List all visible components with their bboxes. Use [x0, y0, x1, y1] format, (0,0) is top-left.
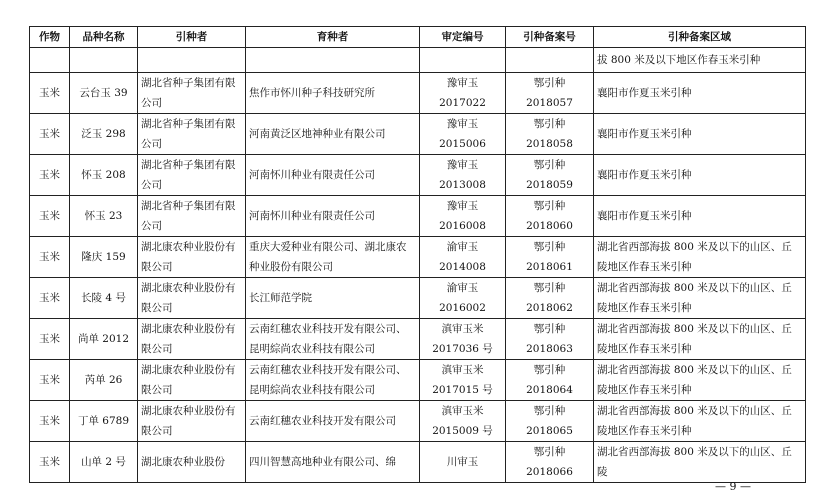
- table-row: [30, 278, 806, 319]
- introducer-cell: 湖北省种子集团有限公司: [138, 155, 246, 196]
- approval-cell: 滇审玉米 2017015 号: [420, 360, 506, 401]
- approval-cell: 豫审玉 2013008: [420, 155, 506, 196]
- approval-cell: 豫审玉 2016008: [420, 196, 506, 237]
- empty-cell: [138, 48, 246, 73]
- empty-cell: [30, 48, 70, 73]
- table-row: [30, 360, 806, 401]
- breeder-cell: 长江师范学院: [246, 278, 420, 319]
- table-row: [30, 114, 806, 155]
- region-cell: 湖北省西部海拔 800 米及以下的山区、丘陵地区作春玉米引种: [594, 401, 806, 442]
- header-variety: 品种名称: [70, 27, 138, 48]
- crop-cell: 玉米: [30, 114, 70, 155]
- table-row: [30, 155, 806, 196]
- record-cell: 鄂引种 2018066: [506, 442, 594, 483]
- record-cell: 鄂引种 2018064: [506, 360, 594, 401]
- header-record-region: 引种备案区域: [594, 27, 806, 48]
- breeder-cell: 云南红穗农业科技开发有限公司、昆明綜尚农业科技有限公司: [246, 319, 420, 360]
- crop-cell: 玉米: [30, 237, 70, 278]
- table-row: [30, 196, 806, 237]
- variety-cell: 隆庆 159: [70, 237, 138, 278]
- region-cell: 湖北省西部海拔 800 米及以下的山区、丘陵地区作春玉米引种: [594, 237, 806, 278]
- header-record-number: 引种备案号: [506, 27, 594, 48]
- variety-registration-table: [29, 26, 806, 483]
- crop-cell: 玉米: [30, 319, 70, 360]
- approval-cell: 渝审玉 2016002: [420, 278, 506, 319]
- header-breeder: 育种者: [246, 27, 420, 48]
- header-approval-number: 审定编号: [420, 27, 506, 48]
- introducer-cell: 湖北康农种业股份有限公司: [138, 237, 246, 278]
- region-cell: 襄阳市作夏玉米引种: [594, 114, 806, 155]
- introducer-cell: 湖北康农种业股份有限公司: [138, 319, 246, 360]
- approval-cell: 豫审玉 2015006: [420, 114, 506, 155]
- table-row: [30, 237, 806, 278]
- approval-cell: 滇审玉米 2017036 号: [420, 319, 506, 360]
- introducer-cell: 湖北康农种业股份: [138, 442, 246, 483]
- record-cell: 鄂引种 2018057: [506, 73, 594, 114]
- breeder-cell: 河南怀川种业有限责任公司: [246, 196, 420, 237]
- crop-cell: 玉米: [30, 155, 70, 196]
- breeder-cell: 重庆大爱种业有限公司、湖北康农种业股份有限公司: [246, 237, 420, 278]
- table-row: [30, 319, 806, 360]
- variety-cell: 丁单 6789: [70, 401, 138, 442]
- empty-cell: [420, 48, 506, 73]
- introducer-cell: 湖北省种子集团有限公司: [138, 114, 246, 155]
- approval-cell: 川审玉: [420, 442, 506, 483]
- breeder-cell: 河南怀川种业有限责任公司: [246, 155, 420, 196]
- breeder-cell: 河南黄泛区地神种业有限公司: [246, 114, 420, 155]
- crop-cell: 玉米: [30, 196, 70, 237]
- record-cell: 鄂引种 2018058: [506, 114, 594, 155]
- introducer-cell: 湖北省种子集团有限公司: [138, 73, 246, 114]
- empty-cell: [70, 48, 138, 73]
- table-row: [30, 401, 806, 442]
- table-row: [30, 442, 806, 483]
- table-row: [30, 73, 806, 114]
- header-introducer: 引种者: [138, 27, 246, 48]
- crop-cell: 玉米: [30, 360, 70, 401]
- record-cell: 鄂引种 2018061: [506, 237, 594, 278]
- page-number: — 9 —: [715, 480, 751, 493]
- approval-cell: 豫审玉 2017022: [420, 73, 506, 114]
- variety-cell: 芮单 26: [70, 360, 138, 401]
- table-header-row: [30, 27, 806, 48]
- breeder-cell: 四川智慧高地种业有限公司、绵: [246, 442, 420, 483]
- breeder-cell: 云南红穗农业科技开发有限公司、昆明綜尚农业科技有限公司: [246, 360, 420, 401]
- crop-cell: 玉米: [30, 73, 70, 114]
- region-cell: 襄阳市作夏玉米引种: [594, 155, 806, 196]
- introducer-cell: 湖北康农种业股份有限公司: [138, 278, 246, 319]
- variety-cell: 云台玉 39: [70, 73, 138, 114]
- continuation-region-cell: 拔 800 米及以下地区作春玉米引种: [594, 48, 806, 73]
- variety-cell: 长陵 4 号: [70, 278, 138, 319]
- region-cell: 湖北省西部海拔 800 米及以下的山区、丘陵: [594, 442, 806, 483]
- introducer-cell: 湖北省种子集团有限公司: [138, 196, 246, 237]
- introducer-cell: 湖北康农种业股份有限公司: [138, 401, 246, 442]
- header-crop: 作物: [30, 27, 70, 48]
- empty-cell: [506, 48, 594, 73]
- crop-cell: 玉米: [30, 442, 70, 483]
- variety-cell: 泛玉 298: [70, 114, 138, 155]
- record-cell: 鄂引种 2018062: [506, 278, 594, 319]
- record-cell: 鄂引种 2018060: [506, 196, 594, 237]
- variety-cell: 怀玉 208: [70, 155, 138, 196]
- record-cell: 鄂引种 2018059: [506, 155, 594, 196]
- continuation-row: [30, 48, 806, 73]
- approval-cell: 滇审玉米 2015009 号: [420, 401, 506, 442]
- region-cell: 襄阳市作夏玉米引种: [594, 196, 806, 237]
- region-cell: 湖北省西部海拔 800 米及以下的山区、丘陵地区作春玉米引种: [594, 360, 806, 401]
- crop-cell: 玉米: [30, 278, 70, 319]
- breeder-cell: 云南红穗农业科技开发有限公司: [246, 401, 420, 442]
- region-cell: 湖北省西部海拔 800 米及以下的山区、丘陵地区作春玉米引种: [594, 278, 806, 319]
- approval-cell: 渝审玉 2014008: [420, 237, 506, 278]
- breeder-cell: 焦作市怀川种子科技研究所: [246, 73, 420, 114]
- record-cell: 鄂引种 2018063: [506, 319, 594, 360]
- region-cell: 湖北省西部海拔 800 米及以下的山区、丘陵地区作春玉米引种: [594, 319, 806, 360]
- empty-cell: [246, 48, 420, 73]
- crop-cell: 玉米: [30, 401, 70, 442]
- variety-cell: 山单 2 号: [70, 442, 138, 483]
- record-cell: 鄂引种 2018065: [506, 401, 594, 442]
- introducer-cell: 湖北康农种业股份有限公司: [138, 360, 246, 401]
- variety-cell: 怀玉 23: [70, 196, 138, 237]
- variety-cell: 尚单 2012: [70, 319, 138, 360]
- region-cell: 襄阳市作夏玉米引种: [594, 73, 806, 114]
